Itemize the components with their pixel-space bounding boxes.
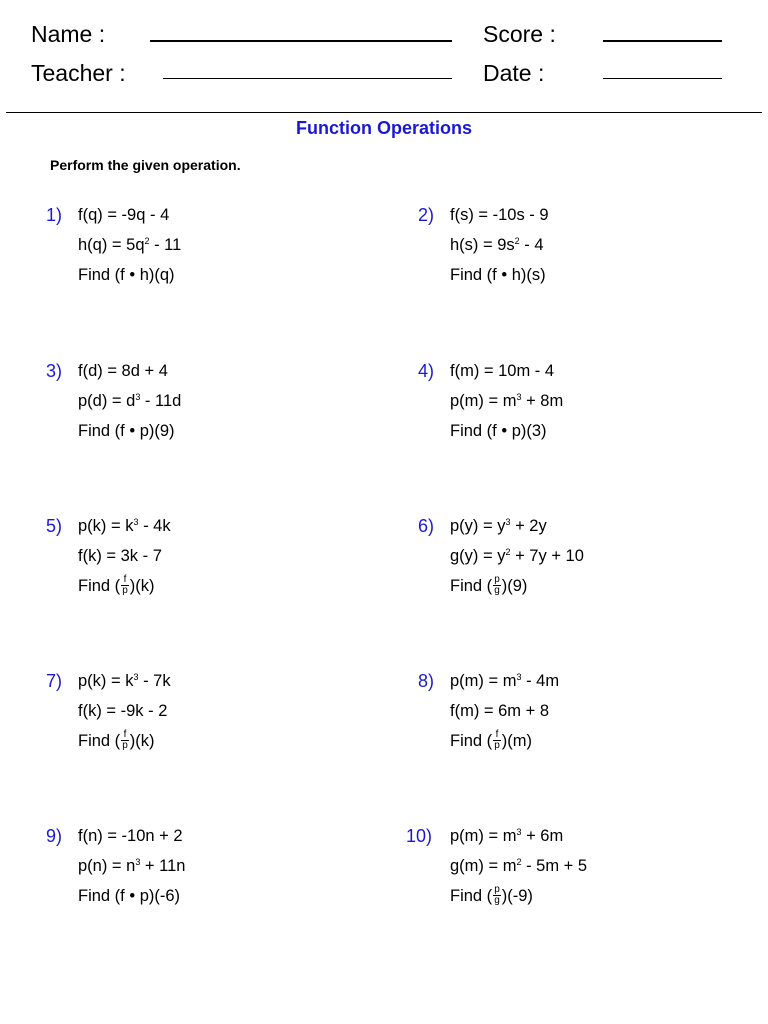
worksheet-title: Function Operations [295, 118, 472, 138]
expression-text: f(s) = -10s - 9 [450, 206, 549, 224]
expression-text: f(n) = -10n + 2 [78, 827, 183, 845]
expression-text: - 7k [138, 672, 171, 690]
function-definition-2 [78, 546, 162, 566]
function-definition-1 [450, 826, 563, 846]
exponent: 3 [133, 517, 139, 527]
problem-number: 3) [45, 361, 62, 381]
exponent: 2 [505, 547, 511, 557]
expression-text: - 4 [519, 236, 544, 254]
fraction-numerator: p [494, 574, 500, 586]
fraction-denominator: p [122, 740, 128, 752]
function-definition-2 [78, 235, 181, 255]
expression-text: p(m) = m [450, 827, 517, 845]
expression-text: Find (f • p)(-6) [78, 887, 181, 905]
find-instruction [450, 421, 547, 441]
expression-text: )(-9) [501, 887, 533, 905]
exponent: 2 [516, 857, 522, 867]
problem-number: 5) [45, 516, 62, 536]
expression-text: Find (f • h)(s) [450, 266, 546, 284]
find-instruction [450, 265, 546, 285]
fraction-denominator: p [494, 740, 500, 752]
problem-number: 4) [417, 361, 434, 381]
problem-number: 2) [417, 205, 434, 225]
name-label: Name : [31, 21, 106, 47]
function-definition-2 [450, 856, 587, 876]
fraction-numerator: f [121, 575, 129, 586]
find-instruction [78, 886, 180, 906]
expression-text: Find ( [450, 887, 493, 905]
expression-text: p(y) = y [450, 517, 506, 535]
expression-text: Find ( [78, 732, 121, 750]
exponent: 3 [133, 672, 139, 682]
expression-text: + 11n [140, 857, 186, 875]
exponent: 3 [505, 517, 511, 527]
expression-text: - 5m + 5 [521, 857, 588, 875]
find-instruction [78, 731, 154, 752]
function-definition-1 [450, 671, 559, 691]
expression-text: g(m) = m [450, 857, 517, 875]
function-definition-2 [450, 701, 549, 721]
expression-text: p(k) = k [78, 672, 134, 690]
fraction-numerator: f [121, 730, 129, 741]
expression-text: f(d) = 8d + 4 [78, 362, 168, 380]
date-field[interactable] [603, 78, 722, 79]
expression-text: f(k) = 3k - 7 [78, 547, 162, 565]
fraction [121, 730, 129, 751]
expression-text: p(m) = m [450, 392, 517, 410]
expression-text: + 2y [510, 517, 547, 535]
function-definition-2 [78, 856, 185, 876]
exponent: 2 [144, 236, 150, 246]
expression-text: p(k) = k [78, 517, 134, 535]
problem-number: 1) [45, 205, 62, 225]
exponent: 3 [516, 672, 522, 682]
expression-text: + 6m [521, 827, 564, 845]
expression-text: + 8m [521, 392, 564, 410]
exponent: 2 [514, 236, 520, 246]
expression-text: h(q) = 5q [78, 236, 145, 254]
function-definition-1 [78, 826, 183, 846]
name-field[interactable] [150, 40, 452, 42]
fraction-numerator: f [493, 730, 501, 741]
exponent: 3 [135, 392, 141, 402]
problem-number: 7) [45, 671, 62, 691]
problem-number: 10) [405, 826, 432, 846]
expression-text: p(d) = d [78, 392, 136, 410]
expression-text: Find (f • p)(3) [450, 422, 547, 440]
score-field[interactable] [603, 40, 722, 42]
expression-text: f(q) = -9q - 4 [78, 206, 170, 224]
expression-text: p(m) = m [450, 672, 517, 690]
expression-text: h(s) = 9s [450, 236, 515, 254]
expression-text: )(m) [501, 732, 532, 750]
fraction [121, 575, 129, 596]
function-definition-1 [78, 361, 168, 381]
expression-text: Find ( [450, 732, 493, 750]
expression-text: )(k) [129, 577, 155, 595]
function-definition-1 [450, 205, 549, 225]
expression-text: f(k) = -9k - 2 [78, 702, 168, 720]
expression-text: p(n) = n [78, 857, 136, 875]
find-instruction [78, 421, 175, 441]
expression-text: Find (f • h)(q) [78, 266, 175, 284]
fraction [493, 885, 501, 906]
find-instruction [450, 886, 533, 907]
expression-text: - 11 [149, 236, 182, 254]
expression-text: + 7y + 10 [510, 547, 584, 565]
teacher-label: Teacher : [31, 60, 126, 86]
function-definition-1 [78, 516, 171, 536]
expression-text: Find (f • p)(9) [78, 422, 175, 440]
function-definition-2 [78, 391, 181, 411]
fraction-denominator: p [122, 585, 128, 597]
expression-text: - 4m [521, 672, 560, 690]
expression-text: Find ( [450, 577, 493, 595]
fraction-numerator: p [494, 884, 500, 896]
expression-text: f(m) = 6m + 8 [450, 702, 550, 720]
expression-text: )(k) [129, 732, 155, 750]
fraction-denominator: g [494, 585, 500, 597]
fraction-denominator: g [494, 895, 500, 907]
expression-text: - 11d [140, 392, 182, 410]
exponent: 3 [516, 827, 522, 837]
problem-number: 8) [417, 671, 434, 691]
function-definition-1 [78, 205, 169, 225]
find-instruction [78, 576, 154, 597]
fraction [493, 575, 501, 596]
function-definition-2 [450, 391, 563, 411]
function-definition-2 [450, 235, 544, 255]
exponent: 3 [135, 857, 141, 867]
find-instruction [78, 265, 175, 285]
exponent: 3 [516, 392, 522, 402]
problem-number: 9) [45, 826, 62, 846]
fraction [493, 730, 501, 751]
expression-text: f(m) = 10m - 4 [450, 362, 555, 380]
expression-text: - 4k [138, 517, 171, 535]
expression-text: )(9) [501, 577, 528, 595]
function-definition-1 [450, 516, 547, 536]
find-instruction [450, 731, 532, 752]
function-definition-2 [450, 546, 584, 566]
instructions: Perform the given operation. [50, 157, 241, 173]
expression-text: g(y) = y [450, 547, 506, 565]
score-label: Score : [483, 21, 556, 47]
function-definition-2 [78, 701, 167, 721]
problem-number: 6) [417, 516, 434, 536]
function-definition-1 [450, 361, 554, 381]
teacher-field[interactable] [163, 78, 452, 79]
find-instruction [450, 576, 527, 597]
date-label: Date : [483, 60, 545, 86]
function-definition-1 [78, 671, 171, 691]
header-divider [6, 112, 762, 113]
expression-text: Find ( [78, 577, 121, 595]
